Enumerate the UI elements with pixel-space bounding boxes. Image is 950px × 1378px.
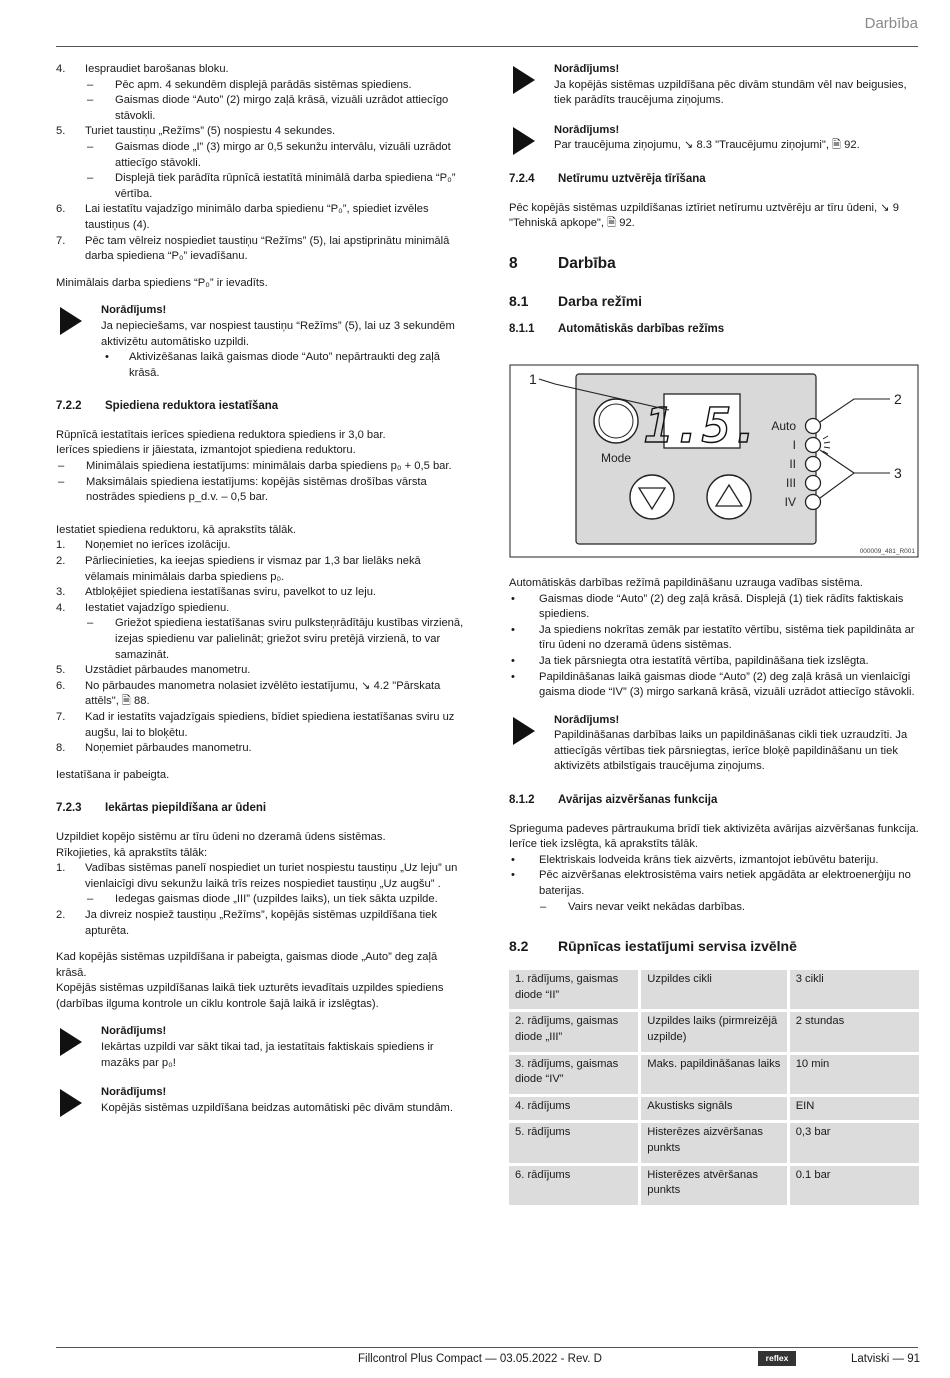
note-arrow-icon	[60, 1028, 82, 1056]
list-marker: –	[58, 460, 65, 473]
list-text: Minimālais spiediena iestatījums: minimālais darba spiediens p₀ + 0,5 bar.	[86, 460, 452, 473]
note-title: Norādījums!	[101, 1025, 167, 1038]
table-cell: 10 min	[790, 1055, 919, 1094]
section-heading-7-2-3: 7.2.3 Iekārtas piepildīšana ar ūdeni	[56, 802, 267, 815]
list-item	[56, 679, 464, 710]
table-cell: 6. rādījums	[509, 1166, 638, 1205]
table-cell: Akustisks signāls	[641, 1097, 786, 1121]
list-item	[56, 585, 464, 601]
sub-list-marker: –	[87, 94, 94, 107]
list-item	[56, 202, 464, 233]
note-arrow-icon	[513, 66, 535, 94]
list-text: Turiet taustiņu „Režīms” (5) nospiestu 4 sekundes.	[85, 125, 336, 138]
list-text: Atbloķējiet spiediena iestatīšanas sviru, pavelkot to uz leju.	[85, 586, 377, 599]
list-text: Pēc aizvēršanas elektrosistēma vairs netiek apgādāta ar elektroenerģiju no baterijas.	[539, 869, 911, 898]
list-item	[509, 592, 921, 623]
list-text: Iestatiet vajadzīgo spiedienu.	[85, 601, 230, 614]
table-cell: 2 stundas	[790, 1012, 919, 1051]
list-text: Noņemiet no ierīces izolāciju.	[85, 539, 231, 552]
sub-list-item	[56, 93, 464, 124]
list-text: Ja spiediens nokrītas zemāk par iestatīto vērtību, sistēma tiek papildināta ar tīru ūdeni no dzeramā ūdens sistēmas.	[539, 623, 915, 652]
list-marker: •	[511, 869, 515, 882]
table-row	[509, 1166, 919, 1205]
list-item	[56, 124, 464, 140]
table-row	[509, 1055, 919, 1094]
note-arrow-icon	[513, 717, 535, 745]
steps-7-2-3	[56, 861, 464, 939]
list-text: Pēc tam vēlreiz nospiediet taustiņu “Režīms” (5), lai apstiprinātu minimālā darba spiediena “P₀” ievadīšanu.	[85, 234, 450, 263]
list-text: Gaismas diode “Auto” (2) deg zaļā krāsā. Displejā (1) tiek rādīts faktiskais spiediens.	[539, 592, 904, 621]
sub-list-marker: –	[87, 78, 94, 91]
list-marker: 5.	[56, 125, 66, 138]
sub-list-text: Iedegas gaismas diode „III” (uzpildes laiks), un tiek sākta uzpilde.	[115, 893, 438, 906]
factory-settings-table	[506, 967, 922, 1208]
list-item	[56, 663, 464, 679]
list-item	[509, 654, 921, 670]
note-title: Norādījums!	[554, 713, 620, 726]
header-rule	[56, 46, 918, 47]
section-heading-8-1-2: 8.1.2 Avārijas aizvēršanas funkcija	[509, 794, 718, 807]
list-text: Noņemiet pārbaudes manometru.	[85, 742, 252, 755]
table-cell: 3. rādījums, gaismas diode “IV”	[509, 1055, 638, 1094]
list-item	[56, 459, 464, 475]
led-iii-label: III	[785, 476, 796, 491]
table-cell: 0,3 bar	[790, 1123, 919, 1162]
table-row	[509, 1097, 919, 1121]
list-marker: –	[58, 475, 65, 488]
control-panel-figure	[509, 364, 919, 558]
list-marker: 6.	[56, 679, 66, 692]
display-digits: 1.5.	[644, 398, 760, 455]
note-box	[509, 713, 921, 775]
table-cell: Maks. papildināšanas laiks	[641, 1055, 786, 1094]
list-item	[56, 234, 464, 265]
led-i-label: I	[792, 438, 796, 453]
paragraph: Ierīces spiediens ir jāiestata, izmantojot spiediena reduktoru.	[56, 444, 356, 457]
note-text: Par traucējuma ziņojumu, ↘ 8.3 "Traucējumu ziņojumi", 🗎 92.	[554, 139, 860, 152]
note-box	[56, 1024, 464, 1071]
note-title: Norādījums!	[554, 63, 620, 75]
table-cell: 5. rādījums	[509, 1123, 638, 1162]
paragraph: Automātiskās darbības režīmā papildināšanu uzrauga vadības sistēma.	[509, 576, 863, 589]
list-marker: 5.	[56, 664, 66, 677]
list-text: Vadības sistēmas panelī nospiediet un turiet nospiestu taustiņu „Uz leju” un vienlaicīgi divu sekunžu laikā trīs reizes nospiediet taustiņu „Uz augšu” .	[85, 862, 458, 890]
paragraph: Kopējās sistēmas uzpildīšanas laikā tiek uzturēts ievadītais uzpildes spiediens (darbības ilguma kontrole un ciklu kontrole šajā laikā ir izslēgtas).	[56, 982, 444, 1010]
list-item	[509, 868, 921, 899]
note-box	[509, 62, 921, 109]
paragraph: Pēc kopējās sistēmas uzpildīšanas iztīriet netīrumu uztvērēju ar tīru ūdeni, ↘ 9 "Tehniskā apkope", 🗎 92.	[509, 201, 899, 230]
note-text: Iekārtas uzpildi var sākt tikai tad, ja iestatītais faktiskais spiediens ir mazāks par p₀!	[101, 1041, 434, 1069]
list-item	[56, 62, 464, 78]
list-item	[509, 853, 921, 869]
list-text: Ja divreiz nospiež taustiņu „Režīms”, kopējās sistēmas uzpildīšana tiek apturēta.	[85, 908, 437, 937]
callout-2: 2	[894, 391, 902, 408]
table-cell: 2. rādījums, gaismas diode „III”	[509, 1012, 638, 1051]
note-arrow-icon	[513, 127, 535, 155]
paragraph: Iestatiet spiediena reduktoru, kā aprakstīts tālāk.	[56, 523, 297, 536]
note-text: Ja kopējās sistēmas uzpildīšana pēc divām stundām vēl nav beigusies, tiek parādīts traucējuma ziņojums.	[554, 78, 907, 107]
note-title: Norādījums!	[101, 1086, 167, 1099]
list-text: Lai iestatītu vajadzīgo minimālo darba spiedienu “P₀”, spiediet izvēles taustiņus (4).	[85, 203, 429, 231]
callout-1: 1	[529, 371, 537, 388]
list-item	[56, 601, 464, 617]
note-arrow-icon	[60, 307, 82, 335]
list-marker: •	[511, 670, 515, 683]
section-heading-8-2: 8.2 Rūpnīcas iestatījumi servisa izvēlnē	[509, 938, 797, 955]
note-arrow-icon	[60, 1089, 82, 1117]
table-cell: EIN	[790, 1097, 919, 1121]
list-marker: 1.	[56, 862, 66, 875]
table-cell: Uzpildes cikli	[641, 970, 786, 1009]
list-item	[509, 623, 921, 654]
sub-list-item	[56, 78, 464, 94]
sub-list-text: Pēc apm. 4 sekundēm displejā parādās sistēmas spiediens.	[115, 78, 412, 91]
note-box	[56, 303, 464, 381]
note-title: Norādījums!	[554, 123, 620, 136]
list-text: Uzstādiet pārbaudes manometru.	[85, 664, 251, 677]
footer-page-number: Latviski — 91	[850, 1353, 920, 1365]
sub-list-item	[56, 616, 464, 663]
led-auto	[806, 419, 821, 434]
paragraph: Iestatīšana ir pabeigta.	[56, 768, 170, 781]
section-heading-8-1: 8.1 Darba režīmi	[509, 292, 643, 309]
list-text: No pārbaudes manometra nolasiet izvēlēto iestatījumu, ↘ 4.2 "Pārskata attēls", 🗎 88.	[85, 679, 441, 708]
list-text: Iespraudiet barošanas bloku.	[85, 63, 229, 75]
page-header-title: Darbība	[864, 15, 918, 32]
list-text: Papildināšanas laikā gaismas diode “Auto” (2) deg zaļā krāsā un vienlaicīgi gaisma diode “IV” (3) mirgo sarkanā krāsā, vizuāli uzrādot attiecīgo stāvokli.	[539, 670, 915, 699]
list-marker: 3.	[56, 586, 66, 599]
section-heading-8-1-1: 8.1.1 Automātiskās darbības režīms	[509, 322, 725, 335]
led-i	[806, 438, 821, 453]
list-marker: •	[511, 592, 515, 605]
bullet-marker: •	[105, 351, 109, 364]
sub-list-marker: –	[87, 172, 94, 185]
bullets-8-1-2	[509, 853, 921, 900]
led-iii	[806, 476, 821, 491]
list-item	[56, 861, 464, 892]
sub-list-text: Griežot spiediena iestatīšanas sviru pulksteņrādītāju kustības virzienā, izejas spiedienu var palielināt; griežot sviru pretējā virzienā, to var samazināt.	[115, 617, 464, 661]
paragraph: Sprieguma padeves pārtraukuma brīdī tiek aktivizēta avārijas aizvēršanas funkcija. Ierīce tiek izslēgta, kā aprakstīts tālāk.	[509, 822, 919, 851]
list-marker: 6.	[56, 203, 66, 216]
note-text: Kopējās sistēmas uzpildīšana beidzas automātiski pēc divām stundām.	[101, 1101, 453, 1114]
paragraph: Rūpnīcā iestatītais ierīces spiediena reduktora spiediens ir 3,0 bar.	[56, 428, 386, 441]
list-marker: •	[511, 623, 515, 636]
note-text: Papildināšanas darbības laiks un papildināšanas cikli tiek uzraudzīti. Ja attiecīgās vērtības tiek pārsniegtas, ierīce bloķē papildināšanu un tiek aktivizēts atbilstīgais traucējuma ziņojums.	[554, 729, 908, 773]
list-text: Elektriskais lodveida krāns tiek aizvērts, izmantojot iebūvētu bateriju.	[539, 853, 879, 866]
sub-list-item	[56, 892, 464, 908]
list-marker: 4.	[56, 601, 66, 614]
table-cell: 0.1 bar	[790, 1166, 919, 1205]
sub-list-text: Displejā tiek parādīta rūpnīcā iestatītā minimālā darba spiediena “P₀” vērtība.	[115, 172, 456, 200]
dash-item: – Vairs nevar veikt nekādas darbības.	[540, 900, 746, 913]
list-item	[56, 710, 464, 741]
list-item	[56, 554, 464, 585]
steps-a	[56, 62, 464, 265]
sub-list-marker: –	[87, 617, 94, 630]
list-item	[509, 670, 921, 701]
list-item	[56, 475, 464, 506]
paragraph: Kad kopējās sistēmas uzpildīšana ir pabeigta, gaismas diode „Auto” deg zaļā krāsā.	[56, 951, 438, 979]
list-item	[56, 538, 464, 554]
bullets-8-1-1	[509, 592, 921, 701]
list-marker: 7.	[56, 710, 66, 723]
list-text: Ja tiek pārsniegta otra iestatītā vērtība, papildināšana tiek izslēgta.	[539, 654, 869, 667]
bullet-text: Aktivizēšanas laikā gaismas diode “Auto” nepārtraukti deg zaļā krāsā.	[129, 351, 440, 379]
list-text: Maksimālais spiediena iestatījums: kopējās sistēmas drošības vārsta nostrādes spiediens p_d.v. – 0,5 bar.	[86, 475, 427, 504]
dash-list	[56, 459, 464, 506]
list-marker: •	[511, 654, 515, 667]
list-text: Pārliecinieties, ka ieejas spiediens ir vismaz par 1,3 bar lielāks nekā vēlamais minimālais darba spiediens p₀.	[85, 555, 421, 583]
sub-list-text: Gaismas diode „I” (3) mirgo ar 0,5 sekunžu intervālu, vizuāli uzrādot attiecīgo stāvokli.	[115, 140, 451, 169]
sub-list-item	[56, 140, 464, 171]
right-column	[509, 62, 921, 1208]
note-box	[56, 1085, 464, 1116]
sub-list-item	[56, 171, 464, 202]
list-text: Kad ir iestatīts vajadzīgais spiediens, bīdiet spiediena iestatīšanas sviru uz augšu, lai to bloķētu.	[85, 710, 455, 739]
reflex-logo: reflex	[758, 1351, 796, 1366]
table-cell: 4. rādījums	[509, 1097, 638, 1121]
note-text: Ja nepieciešams, var nospiest taustiņu “Režīms” (5), lai uz 3 sekundēm aktivizētu automātisko uzpildi.	[101, 319, 455, 348]
list-marker: 2.	[56, 908, 66, 921]
led-ii	[806, 457, 821, 472]
callout-3: 3	[894, 465, 902, 482]
list-marker: 8.	[56, 742, 66, 755]
led-ii-label: II	[789, 457, 796, 472]
table-cell: 3 cikli	[790, 970, 919, 1009]
list-marker: 2.	[56, 555, 66, 568]
list-marker: 1.	[56, 539, 66, 552]
note-title: Norādījums!	[101, 304, 167, 317]
list-item	[56, 908, 464, 939]
table-cell: Histerēzes aizvēršanas punkts	[641, 1123, 786, 1162]
led-iv-label: IV	[784, 495, 796, 510]
table-row	[509, 1123, 919, 1162]
led-iv	[806, 495, 821, 510]
table-cell: Histerēzes atvēršanas punkts	[641, 1166, 786, 1205]
mode-label: Mode	[600, 451, 632, 466]
steps-7-2-2	[56, 538, 464, 756]
list-item	[56, 741, 464, 757]
paragraph: Minimālais darba spiediens “P₀” ir ievadīts.	[56, 276, 268, 289]
chapter-heading-8: 8 Darbība	[509, 254, 616, 272]
list-marker: •	[511, 853, 515, 866]
mode-button-inner	[599, 404, 633, 438]
note-bullet	[101, 350, 464, 381]
section-heading-7-2-2: 7.2.2 Spiediena reduktora iestatīšana	[56, 400, 279, 413]
sub-list-marker: –	[87, 893, 94, 906]
paragraph: Uzpildiet kopējo sistēmu ar tīru ūdeni no dzeramā ūdens sistēmas.	[56, 830, 386, 843]
sub-list-text: Gaismas diode “Auto” (2) mirgo zaļā krāsā, vizuāli uzrādot attiecīgo stāvokli.	[115, 94, 449, 122]
paragraph: Rīkojieties, kā aprakstīts tālāk:	[56, 846, 208, 859]
list-marker: 4.	[56, 63, 66, 75]
section-heading-7-2-4: 7.2.4 Netīrumu uztvērēja tīrīšana	[509, 172, 706, 185]
left-column	[56, 62, 464, 1130]
table-row	[509, 1012, 919, 1051]
footer-rule	[56, 1347, 918, 1348]
led-auto-label: Auto	[771, 419, 796, 434]
figure-code: 000009_481_R001	[859, 548, 915, 556]
footer-doc-info: Fillcontrol Plus Compact — 03.05.2022 - Rev. D	[358, 1353, 602, 1365]
sub-list-marker: –	[87, 140, 94, 153]
list-marker: 7.	[56, 234, 66, 247]
table-row	[509, 970, 919, 1009]
note-box	[509, 123, 921, 154]
table-cell: Uzpildes laiks (pirmreizējā uzpilde)	[641, 1012, 786, 1051]
table-cell: 1. rādījums, gaismas diode “II”	[509, 970, 638, 1009]
